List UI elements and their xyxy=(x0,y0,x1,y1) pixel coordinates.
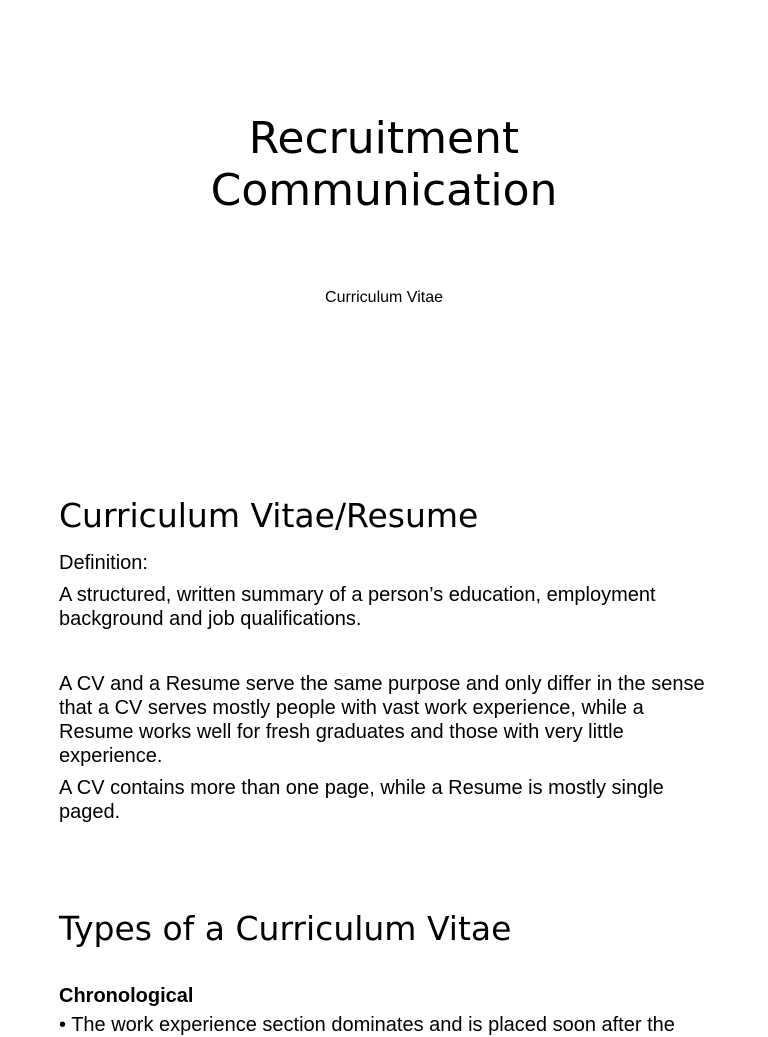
section-heading-cv-resume: Curriculum Vitae/Resume xyxy=(59,496,479,535)
definition-text: A structured, written summary of a person’s education, employment background and job qualifications. xyxy=(59,584,656,630)
subtitle: Curriculum Vitae xyxy=(325,289,443,306)
paragraph-page-length: A CV contains more than one page, while a Resume is mostly single paged. xyxy=(59,777,664,823)
definition-label: Definition: xyxy=(59,552,148,574)
paragraph-cv-vs-resume: A CV and a Resume serve the same purpose and only differ in the sense that a CV serves mostly people with vast work experience, while a Resume works well for fresh graduates and those with very little experience. xyxy=(59,673,705,767)
bullet-partial: • The work experience section dominates and is placed soon after the xyxy=(59,1014,675,1036)
main-title-line-1: Recruitment xyxy=(248,113,520,164)
title-block xyxy=(0,113,768,217)
section-heading-types: Types of a Curriculum Vitae xyxy=(59,909,512,948)
subheading-chronological: Chronological xyxy=(59,985,194,1007)
main-title-line-2: Communication xyxy=(210,165,558,216)
